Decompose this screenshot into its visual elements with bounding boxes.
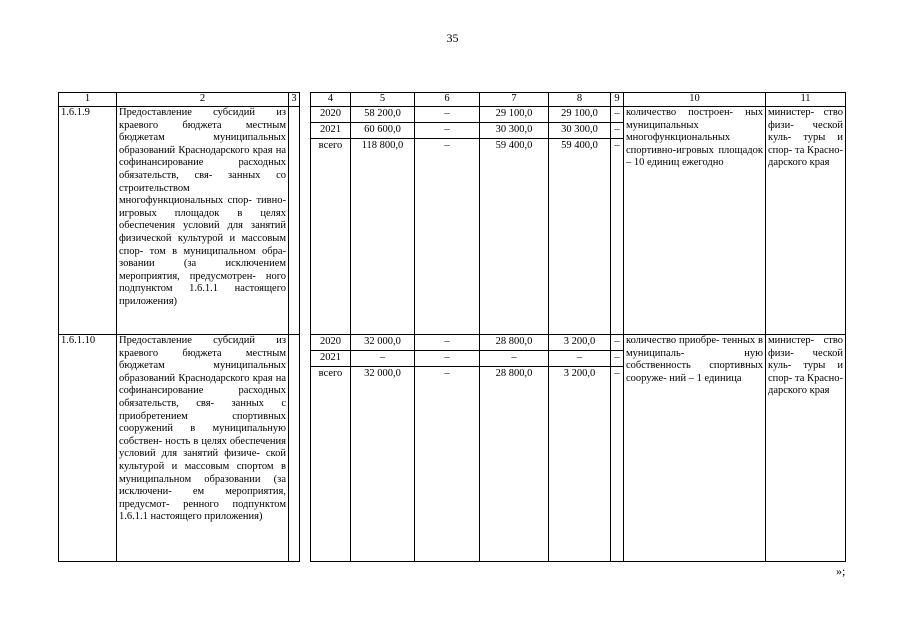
table-row bbox=[59, 107, 846, 335]
value-cell: 32 000,0 bbox=[351, 367, 414, 383]
year-2020: 2020 bbox=[320, 108, 341, 119]
value-cell: – bbox=[351, 351, 414, 367]
value-cell: 30 300,0 bbox=[480, 123, 548, 139]
row-executor: министер- ство физи- ческой куль- туры и спор- та Красно- дарского края bbox=[766, 335, 846, 562]
value-cell: – bbox=[415, 123, 479, 139]
year-2021: 2021 bbox=[311, 123, 350, 139]
value-cell: – bbox=[611, 367, 623, 383]
header-cell-1: 1 bbox=[59, 93, 117, 107]
col-6 bbox=[415, 335, 480, 562]
value-cell: 60 600,0 bbox=[351, 123, 414, 139]
year-2020: 2020 bbox=[320, 336, 341, 347]
value-cell: – bbox=[480, 351, 548, 367]
value-cell: 3 200,0 bbox=[549, 367, 610, 383]
row-gap bbox=[300, 335, 311, 562]
page-number: 35 bbox=[446, 31, 459, 45]
value-cell: – bbox=[444, 336, 450, 347]
header-cell-6: 6 bbox=[415, 93, 480, 107]
year-column bbox=[311, 335, 351, 562]
value-cell: 29 100,0 bbox=[495, 108, 533, 119]
value-cell: – bbox=[549, 351, 610, 367]
value-cell: 29 100,0 bbox=[561, 108, 598, 119]
row-code: 1.6.1.9 bbox=[59, 107, 117, 335]
value-cell: 58 200,0 bbox=[364, 108, 401, 119]
value-cell: 59 400,0 bbox=[480, 139, 548, 155]
header-cell-2: 2 bbox=[117, 93, 289, 107]
value-cell: – bbox=[614, 108, 620, 119]
year-2021: 2021 bbox=[311, 351, 350, 367]
header-cell-4: 4 bbox=[311, 93, 351, 107]
value-cell: 28 800,0 bbox=[495, 336, 533, 347]
header-row bbox=[59, 93, 846, 107]
col-5 bbox=[351, 335, 415, 562]
year-total: всего bbox=[311, 139, 350, 155]
value-cell: 118 800,0 bbox=[351, 139, 414, 155]
col-9 bbox=[611, 335, 624, 562]
col-9 bbox=[611, 107, 624, 335]
header-cell-10: 10 bbox=[624, 93, 766, 107]
header-cell-7: 7 bbox=[480, 93, 549, 107]
value-cell: 30 300,0 bbox=[549, 123, 610, 139]
row-executor: министер- ство физи- ческой куль- туры и спор- та Красно- дарского края bbox=[766, 107, 846, 335]
closing-quote-mark: »; bbox=[836, 564, 846, 578]
col-8 bbox=[549, 107, 611, 335]
table-row bbox=[59, 335, 846, 562]
col-8 bbox=[549, 335, 611, 562]
value-cell: 32 000,0 bbox=[364, 336, 401, 347]
year-column bbox=[311, 107, 351, 335]
year-total: всего bbox=[311, 367, 350, 383]
col-7 bbox=[480, 335, 549, 562]
row-result: количество построен- ных муниципальных многофункциональных спортивно-игровых площадок – 10 единиц ежегодно bbox=[624, 107, 766, 335]
value-cell: – bbox=[614, 336, 620, 347]
col-5 bbox=[351, 107, 415, 335]
row-gap bbox=[300, 107, 311, 335]
col-6 bbox=[415, 107, 480, 335]
row-result: количество приобре- тенных в муниципаль- ную собственность спортивных сооруже- ний – 1 единица bbox=[624, 335, 766, 562]
row-col-3 bbox=[289, 107, 300, 335]
value-cell: 59 400,0 bbox=[549, 139, 610, 155]
header-cell-5: 5 bbox=[351, 93, 415, 107]
value-cell: – bbox=[611, 351, 623, 367]
value-cell: – bbox=[415, 139, 479, 155]
value-cell: – bbox=[415, 351, 479, 367]
measures-table bbox=[58, 92, 846, 562]
row-description: Предоставление субсидий из краевого бюджета местным бюджетам муниципальных образований Краснодарского края на софинансирование расходных обязательств, свя- занных с приобретением спортивных сооружений в муниципальную собствен- ность в целях обеспечения условий для занятий физиче- ской культурой и массовым спортом в муниципальном образовании (за исключени- ем мероприятия, предусмот- ренного подпунктом 1.6.1.1 настоящего приложения) bbox=[117, 335, 289, 562]
value-cell: – bbox=[444, 108, 450, 119]
col-7 bbox=[480, 107, 549, 335]
header-gap bbox=[300, 93, 311, 107]
header-cell-3: 3 bbox=[289, 93, 300, 107]
value-cell: – bbox=[611, 123, 623, 139]
row-code: 1.6.1.10 bbox=[59, 335, 117, 562]
value-cell: – bbox=[415, 367, 479, 383]
value-cell: 3 200,0 bbox=[563, 336, 596, 347]
header-cell-11: 11 bbox=[766, 93, 846, 107]
header-cell-8: 8 bbox=[549, 93, 611, 107]
value-cell: – bbox=[611, 139, 623, 155]
row-col-3 bbox=[289, 335, 300, 562]
header-cell-9: 9 bbox=[611, 93, 624, 107]
value-cell: 28 800,0 bbox=[480, 367, 548, 383]
row-description: Предоставление субсидий из краевого бюджета местным бюджетам муниципальных образований Краснодарского края на софинансирование расходных обязательств, свя- занных со строительством многофункциональных спор- тивно-игровых площадок в целях обеспечения условий для занятий физической культурой и массовым спор- том в муниципальном обра- зовании (за исключением мероприятия, предусмотрен- ного подпунктом 1.6.1.1 настоящего приложения) bbox=[117, 107, 289, 335]
